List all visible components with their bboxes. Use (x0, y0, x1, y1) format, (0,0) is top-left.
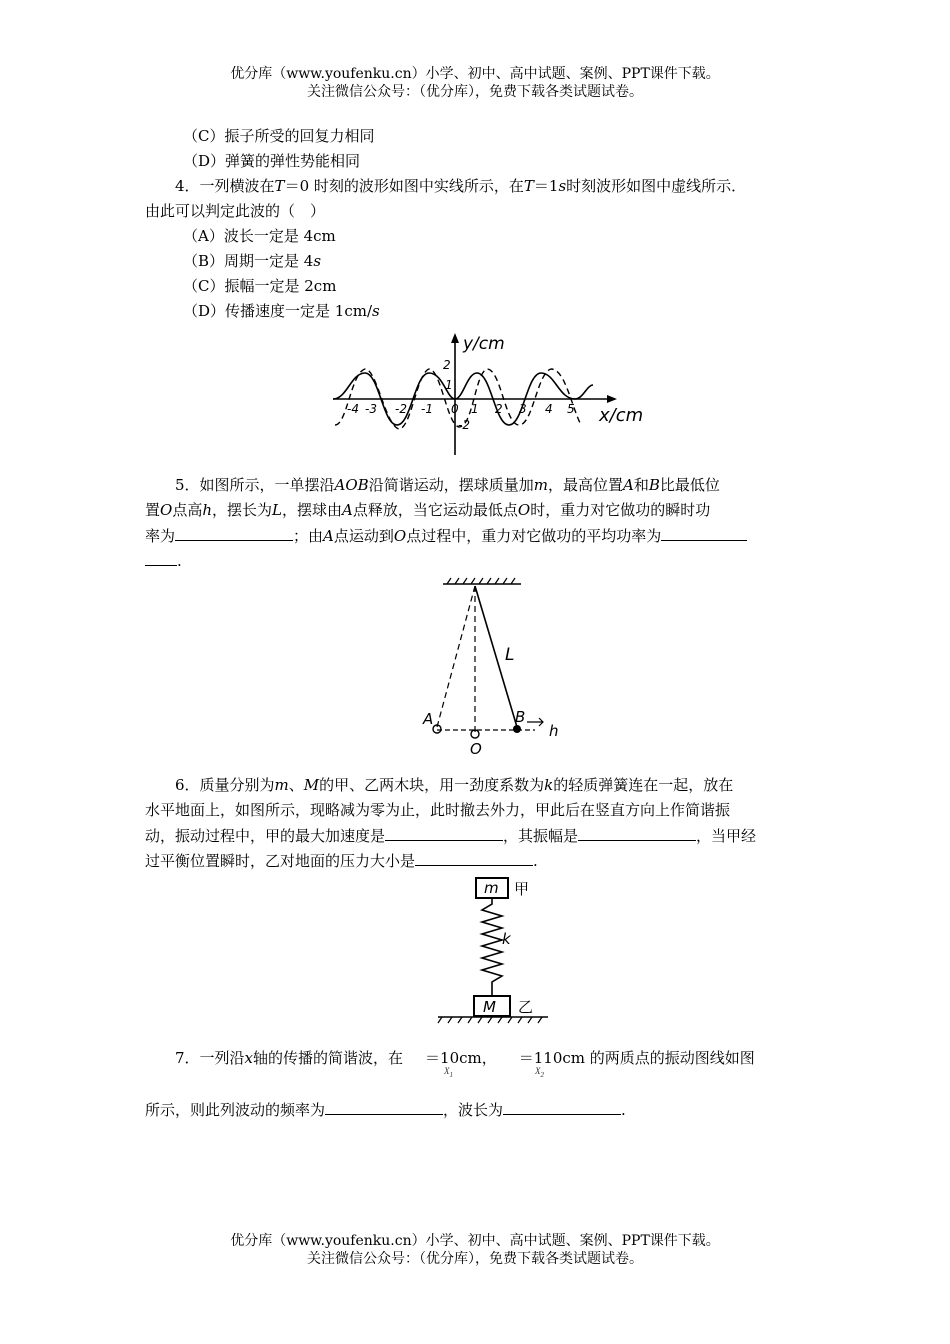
header-line-2: 关注微信公众号：（优分库），免费下载各类试题试卷。 (307, 84, 643, 100)
y-tick-2: 2 (443, 358, 451, 372)
q5-blank-average-power-cont[interactable] (145, 550, 177, 566)
label-O: O (470, 740, 482, 758)
header-line-1: 优分库（www.youfenku.cn）小学、初中、高中试题、案例、PPT课件下载。 (230, 66, 720, 82)
q4-option-d: （D）传播速度一定是 1cm/s (183, 302, 380, 320)
y-tick-1: 1 (445, 378, 453, 392)
x-tick-1: 1 (471, 402, 479, 416)
q5-pendulum-figure (415, 572, 575, 762)
x-tick-2: 2 (495, 402, 503, 416)
q6-stem-line-4: 过平衡位置瞬时，乙对地面的压力大小是 . (145, 852, 538, 870)
q5-stem-line-2: 置O点高h，摆长为L，摆球由A点释放，当它运动最低点O时，重力对它做功的瞬时功 (145, 501, 711, 519)
q4-option-c: （C）振幅一定是 2cm (183, 277, 337, 295)
x-tick-3: 3 (519, 402, 527, 416)
q4-option-b: （B）周期一定是 4s (183, 252, 322, 270)
x-tick-4: 4 (545, 402, 553, 416)
label-k: k (502, 930, 511, 948)
label-L: L (505, 645, 515, 665)
h-arrow (527, 718, 543, 726)
label-B: B (515, 708, 526, 726)
label-m: m (484, 879, 499, 897)
x-tick--4: -4 (347, 402, 359, 416)
label-M: M (483, 998, 496, 1016)
x-tick-0: 0 (451, 402, 459, 416)
q5-blank-instant-power[interactable] (175, 525, 293, 541)
q4-stem-line-2: 由此可以判定此波的（ ） (145, 202, 326, 220)
q7-stem-line-2: 所示，则此列波动的频率为 ，波长为 . (145, 1101, 626, 1119)
y-axis-label: y/cm (463, 334, 505, 354)
q7-x2-symbol: $X_2$ (535, 1066, 544, 1079)
q7-blank-frequency[interactable] (325, 1099, 443, 1115)
string-to-a (437, 586, 475, 727)
q5-stem-line-3: 率为 ；由A点运动到O点过程中，重力对它做功的平均功率为 (145, 525, 747, 546)
y-tick-neg2: -2 (458, 418, 470, 432)
q5-stem-line-4: . (145, 550, 182, 571)
label-yi: 乙 (518, 998, 534, 1016)
x-tick--1: -1 (421, 402, 433, 416)
x-axis-label: x/cm (599, 405, 644, 426)
x-tick--2: -2 (395, 402, 407, 416)
q7-blank-wavelength[interactable] (503, 1099, 621, 1115)
label-jia: 甲 (514, 880, 530, 898)
spring (482, 898, 502, 996)
q4-stem-line-1: 4．一列横波在T＝0 时刻的波形如图中实线所示，在T＝1s时刻波形如图中虚线所示． (175, 177, 747, 195)
q4-option-a: （A）波长一定是 4cm (183, 227, 336, 245)
q6-spring-figure (430, 872, 560, 1027)
q5-blank-average-power[interactable] (661, 525, 747, 541)
ceiling-hatch (447, 578, 515, 584)
x-tick--3: -3 (365, 402, 377, 416)
label-A: A (423, 710, 434, 728)
footer-line-1: 优分库（www.youfenku.cn）小学、初中、高中试题、案例、PPT课件下载。 (230, 1233, 720, 1249)
y-axis-arrow (451, 333, 459, 343)
q5-stem-line-1: 5．如图所示，一单摆沿AOB沿简谐运动，摆球质量加m，最高位置A和B比最低位 (175, 476, 720, 494)
x-axis-arrow (607, 395, 617, 403)
q6-stem-line-1: 6．质量分别为m、M的甲、乙两木块，用一劲度系数为k的轻质弹簧连在一起，放在 (175, 776, 734, 794)
q3-option-d: （D）弹簧的弹性势能相同 (183, 152, 361, 170)
q6-stem-line-3: 动，振动过程中，甲的最大加速度是 ，其振幅是 ，当甲经 (145, 827, 757, 845)
q6-blank-amplitude[interactable] (578, 825, 696, 841)
ground-hatch (438, 1017, 542, 1023)
q4-wave-figure (325, 325, 665, 465)
ball-b (513, 725, 521, 733)
q7-x1-symbol: $X_1$ (444, 1066, 453, 1079)
q6-blank-max-acceleration[interactable] (385, 825, 503, 841)
q7-stem-line-1: 7．一列沿x轴的传播的简谐波，在 ＝10cm， ＝110cm 的两质点的振动图线如图 (175, 1049, 755, 1067)
q3-option-c: （C）振子所受的回复力相同 (183, 127, 375, 145)
q6-blank-normal-force[interactable] (415, 850, 533, 866)
label-h: h (549, 722, 559, 740)
x-tick-5: 5 (567, 402, 575, 416)
footer-line-2: 关注微信公众号：（优分库），免费下载各类试题试卷。 (307, 1251, 643, 1267)
q6-stem-line-2: 水平地面上，如图所示，现略减为零为止，此时撤去外力，甲此后在竖直方向上作简谐振 (145, 801, 731, 819)
